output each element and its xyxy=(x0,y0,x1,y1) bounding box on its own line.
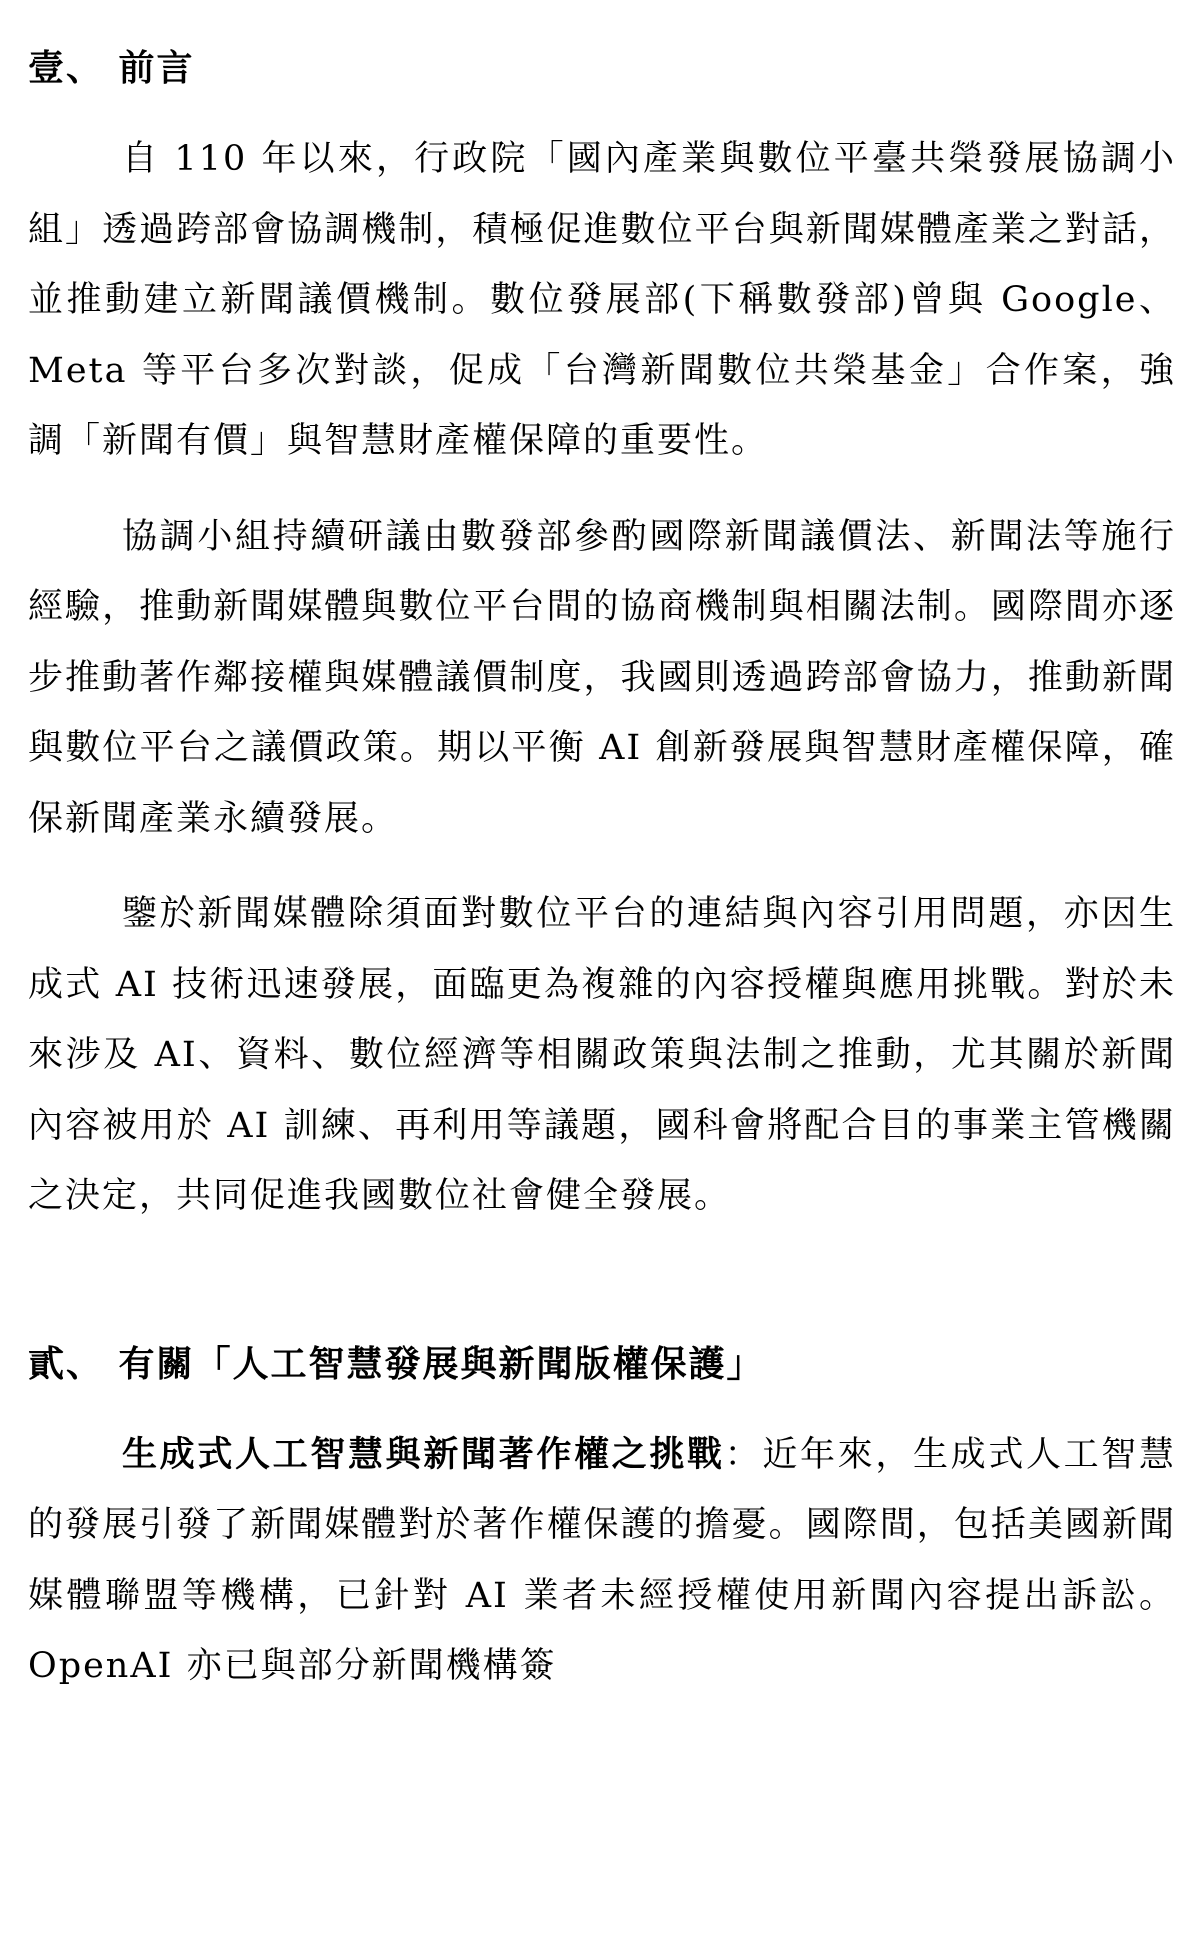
preface-paragraph-1: 自 110 年以來，行政院「國內產業與數位平臺共榮發展協調小組」透過跨部會協調機制，積極促進數位平台與新聞媒體產業之對話，並推動建立新聞議價機制。數位發展部(下稱數發部)曾與 Google、Meta 等平台多次對談，促成「台灣新聞數位共榮基金」合作案，強調「新聞有價」與智慧財產權保障的重要性。 xyxy=(28,139,1176,461)
paragraph-body: ：近年來，生成式人工智慧的發展引發了新聞媒體對於著作權保護的擔憂。國際間，包括美國新聞媒體聯盟等機構，已針對 AI 業者未經授權使用新聞內容提出訴訟。OpenAI 亦已與部分新聞機構簽 xyxy=(28,1434,1176,1686)
section-heading-ai-news-copyright: 貳、 有關「人工智慧發展與新聞版權保護」 xyxy=(28,1343,765,1385)
paragraph-lead-bold: 生成式人工智慧與新聞著作權之挑戰 xyxy=(122,1434,725,1475)
document-page xyxy=(28,0,1176,1702)
preface-paragraph-3: 鑒於新聞媒體除須面對數位平台的連結與內容引用問題，亦因生成式 AI 技術迅速發展，面臨更為複雜的內容授權與應用挑戰。對於未來涉及 AI、資料、數位經濟等相關政策與法制之推動，尤其關於新聞內容被用於 AI 訓練、再利用等議題，國科會將配合目的事業主管機關之決定，共同促進我國數位社會健全發展。 xyxy=(28,894,1176,1216)
section-heading-preface: 壹、 前言 xyxy=(28,48,195,89)
preface-paragraph-2: 協調小組持續研議由數發部參酌國際新聞議價法、新聞法等施行經驗，推動新聞媒體與數位平台間的協商機制與相關法制。國際間亦逐步推動著作鄰接權與媒體議價制度，我國則透過跨部會協力，推動新聞與數位平台之議價政策。期以平衡 AI 創新發展與智慧財產權保障，確保新聞產業永續發展。 xyxy=(28,516,1176,839)
ai-copyright-paragraph xyxy=(28,1420,1176,1702)
